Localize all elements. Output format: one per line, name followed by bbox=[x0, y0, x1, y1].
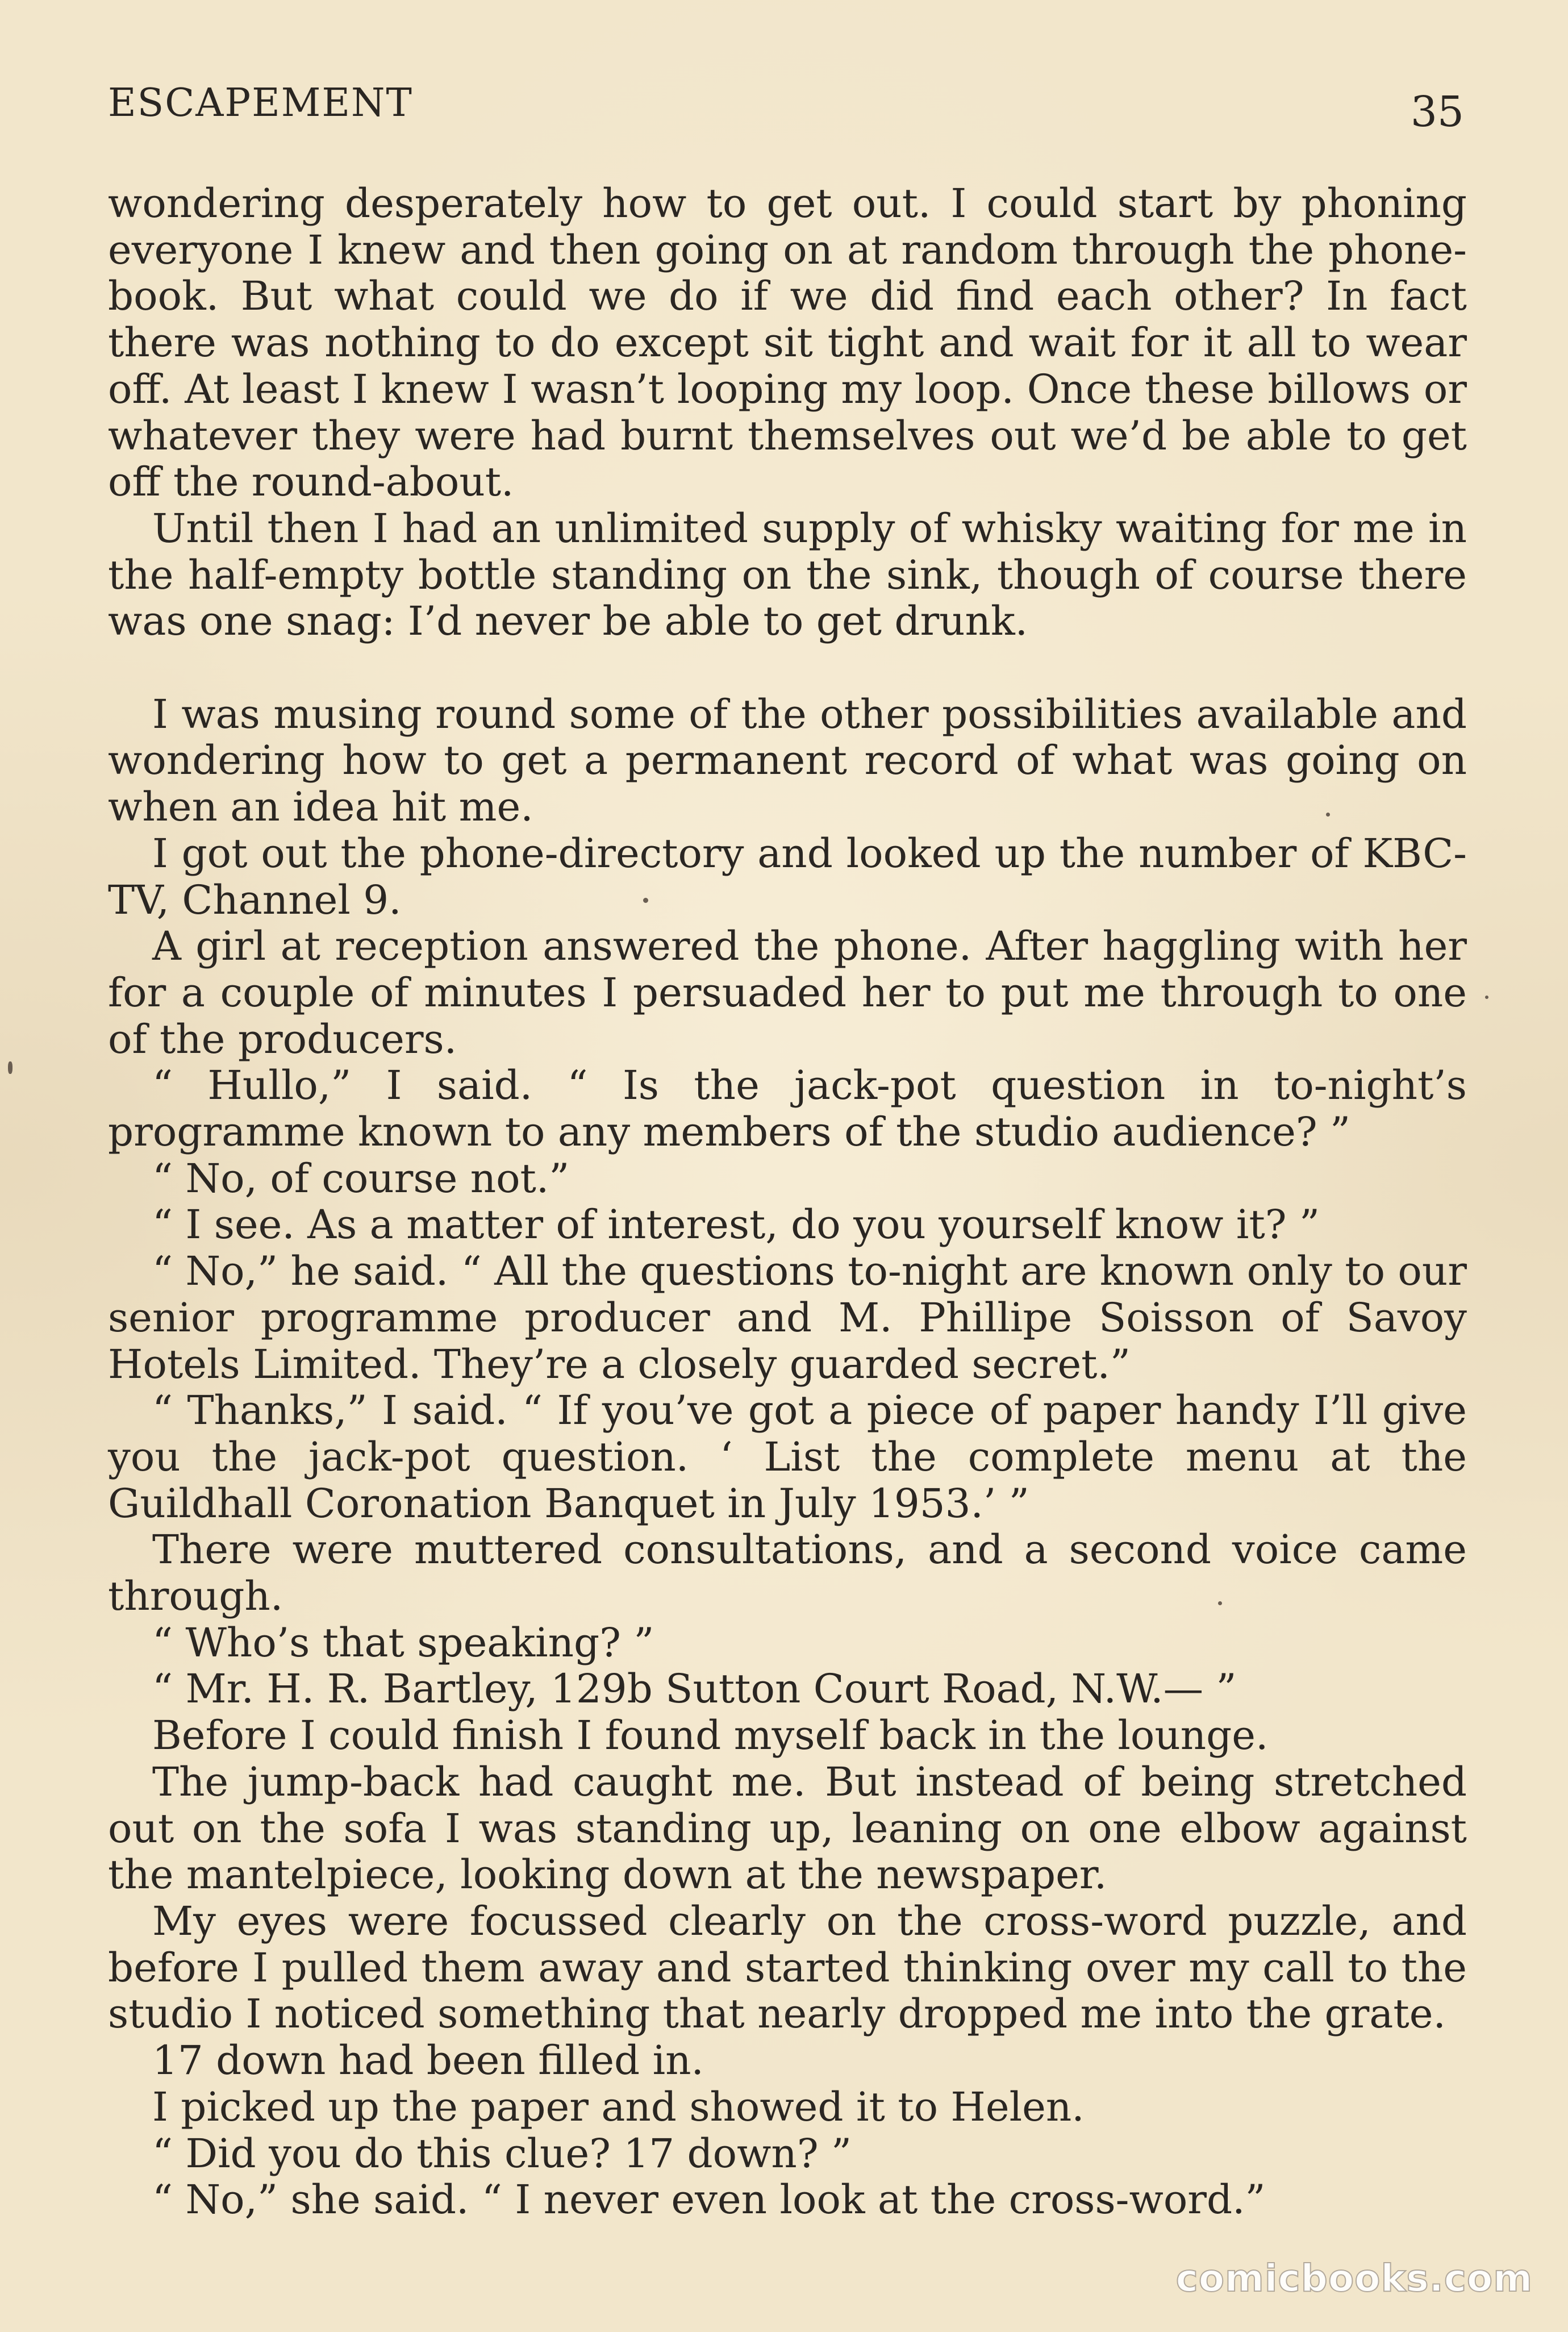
page-number: 35 bbox=[1410, 88, 1464, 136]
paragraph: “ Hullo,” I said. “ Is the jack-pot question in to-night’s programme known to any members of the studio audience? ” bbox=[108, 1062, 1467, 1156]
paragraph: My eyes were focussed clearly on the cross-word puzzle, and before I pulled them away and started thinking over my call to the studio I noticed something that nearly dropped me into the grate. bbox=[108, 1898, 1467, 2038]
paragraph: A girl at reception answered the phone. After haggling with her for a couple of minutes I persuaded her to put me through to one of the producers. bbox=[108, 923, 1467, 1063]
paragraph: “ Mr. H. R. Bartley, 129b Sutton Court Road, N.W.— ” bbox=[152, 1665, 1237, 1713]
paper-speck bbox=[8, 1061, 12, 1074]
paragraph: I got out the phone-directory and looked up the number of KBC-TV, Channel 9. bbox=[108, 830, 1467, 923]
paragraph: I was musing round some of the other possibilities available and wondering how to get a permanent record of what was going on when an idea hit me. bbox=[108, 690, 1467, 831]
body-text bbox=[108, 181, 1467, 2223]
paragraph: “ No,” he said. “ All the questions to-night are known only to our senior programme producer and M. Phillipe Soisson of Savoy Hotels Limited. They’re a closely guarded secret.” bbox=[108, 1248, 1467, 1388]
paragraph: “ Did you do this clue? 17 down? ” bbox=[152, 2130, 852, 2177]
section-break bbox=[108, 645, 1467, 692]
paragraph: 17 down had been filled in. bbox=[152, 2037, 704, 2084]
paper-speck bbox=[1218, 1601, 1222, 1605]
paragraph: The jump-back had caught me. But instead of being stretched out on the sofa I was standing up, leaning on one elbow against the mantelpiece, looking down at the newspaper. bbox=[108, 1758, 1467, 1898]
paper-speck bbox=[643, 898, 648, 903]
watermark: comicbooks.com bbox=[1175, 2256, 1533, 2300]
paragraph: “ I see. As a matter of interest, do you yourself know it? ” bbox=[152, 1201, 1320, 1248]
paragraph: “ Thanks,” I said. “ If you’ve got a piece of paper handy I’ll give you the jack-pot question. ‘ List the complete menu at the Guildhall Coronation Banquet in July 1953.’ ” bbox=[108, 1387, 1467, 1527]
running-head: ESCAPEMENT bbox=[108, 81, 413, 126]
paragraph: Before I could finish I found myself back in the lounge. bbox=[152, 1712, 1269, 1759]
paragraph: “ No, of course not.” bbox=[152, 1155, 570, 1202]
paragraph: wondering desperately how to get out. I could start by phoning everyone I knew and then going on at random through the phone-book. But what could we do if we did find each other? In fact there was nothing to do except sit tight and wait for it all to wear off. At least I knew I wasn’t looping my loop. Once these billows or whatever they were had burnt themselves out we’d be able to get off the round-about. bbox=[108, 180, 1467, 506]
paragraph: “ No,” she said. “ I never even look at the cross-word.” bbox=[152, 2176, 1266, 2223]
paragraph: There were muttered consultations, and a second voice came through. bbox=[108, 1526, 1467, 1620]
paper-speck bbox=[1485, 996, 1488, 999]
paragraph: “ Who’s that speaking? ” bbox=[152, 1619, 654, 1666]
paragraph: I picked up the paper and showed it to Helen. bbox=[152, 2083, 1085, 2130]
paragraph: Until then I had an unlimited supply of whisky waiting for me in the half-empty bottle standing on the sink, though of course there was one snag: I’d never be able to get drunk. bbox=[108, 505, 1467, 645]
paper-speck bbox=[1326, 813, 1330, 817]
